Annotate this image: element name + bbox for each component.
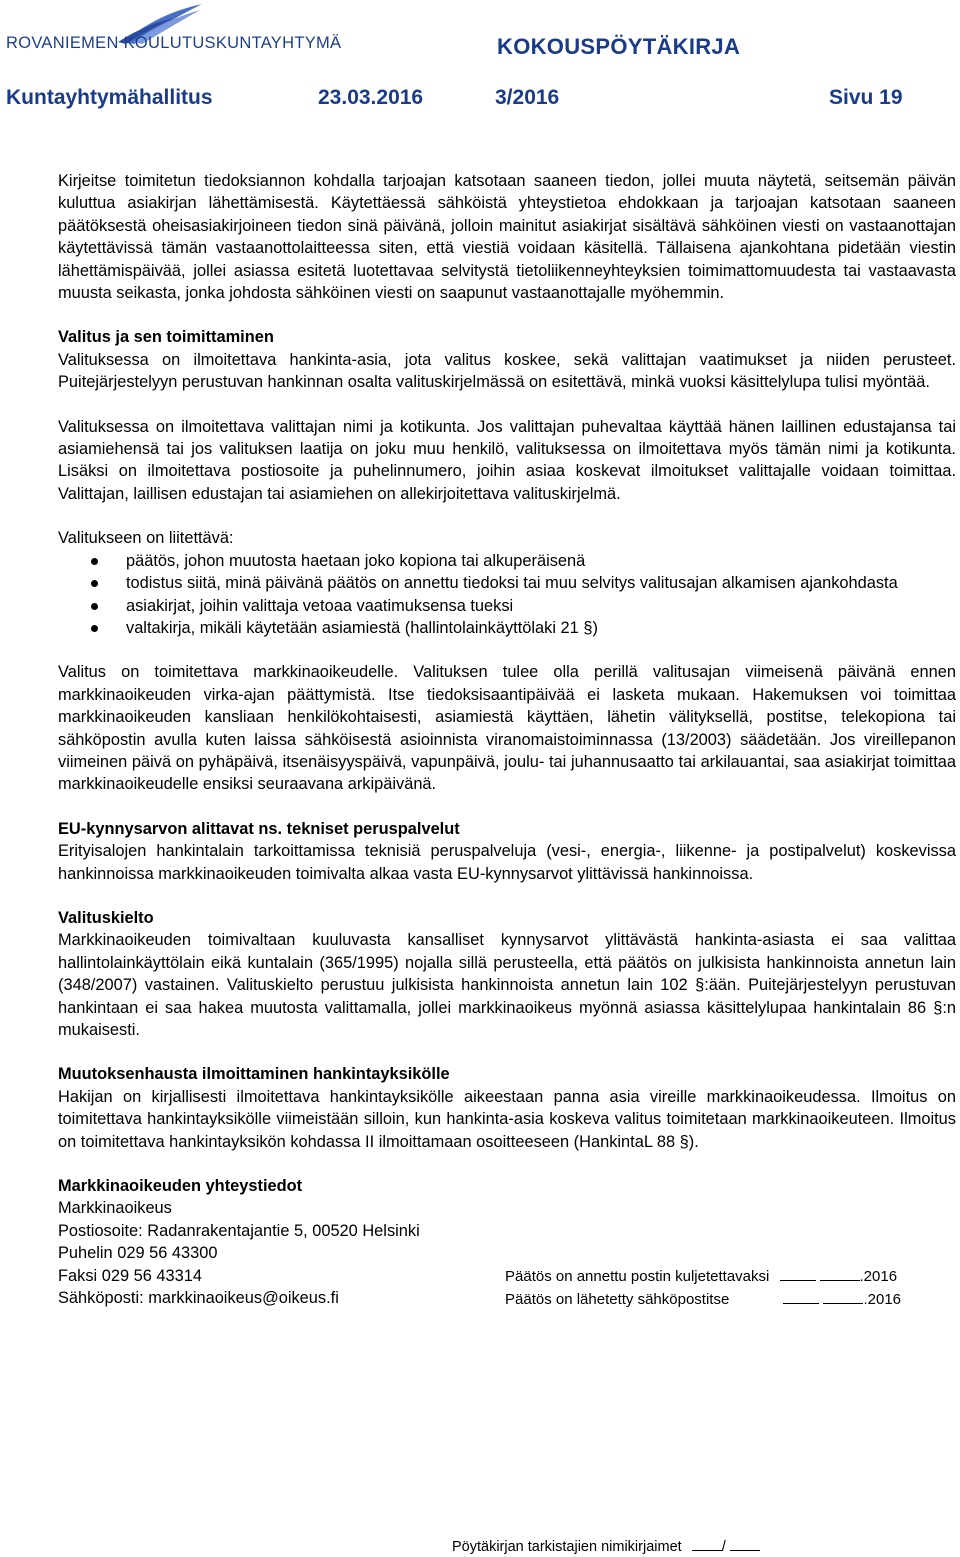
initials-blank-1: [692, 1536, 722, 1551]
heading-eu-kynnysarvo: EU-kynnysarvon alittavat ns. tekniset peruspalvelut: [58, 819, 460, 838]
meeting-date: 23.03.2016: [318, 86, 424, 109]
contact-fax: Faksi 029 56 43314: [58, 1266, 202, 1285]
paragraph-muutoksenhaku: Hakijan on kirjallisesti ilmoitettava hankintayksikölle aikeestaan panna asia vireille markkinaoikeudessa. Ilmoitus on toimitettava hankintayksikölle viimeistään silloin, kun hankinta-asia koskeva valitus toimitetaan markkinaoikeuteen. Ilmoitus on toimitettava hankintayksikön kohdassa II ilmoittamaan osoitteeseen (HankintaL 88 §).: [58, 1087, 956, 1151]
logo-text: ROVANIEMEN KOULUTUSKUNTAYHTYMÄ: [6, 34, 342, 52]
signature-initials: Pöytäkirjan tarkistajien nimikirjaimet /: [452, 1536, 760, 1555]
month-blank: [823, 1289, 863, 1304]
year-text: .2016: [859, 1268, 898, 1286]
initials-blank-2: [730, 1536, 760, 1551]
meeting-number: 3/2016: [495, 86, 560, 109]
paragraph-eu-kynnysarvo: Erityisalojen hankintalain tarkoittamissa teknisiä peruspalveluja (vesi-, energia-, liikenne- ja postipalvelut) koskevissa hankinnoissa markkinaoikeuden toimivalta alkaa vasta EU-kynnysarvot ylittävissä hankinnoissa.: [58, 842, 956, 883]
year-text: .2016: [863, 1291, 902, 1309]
day-blank: [780, 1266, 816, 1281]
day-blank: [783, 1289, 819, 1304]
notice-postal: Päätös on annettu postin kuljetettavaksi .2016: [505, 1268, 898, 1286]
paragraph-valitus-sisalto: Valituksessa on ilmoitettava hankinta-asia, jota valitus koskee, sekä valittajan vaatimukset ja niiden perusteet. Puitejärjestelyyn perustuvan hankinnan osalta valituskirjelmässä on esitettävä, minkä vuoksi käsittelylupa tulisi myöntää.: [58, 350, 956, 392]
contact-address: Postiosoite: Radanrakentajantie 5, 00520 Helsinki: [58, 1221, 420, 1240]
heading-valituskielto: Valituskielto: [58, 908, 154, 927]
paragraph-valittajan-tiedot: Valituksessa on ilmoitettava valittajan nimi ja kotikunta. Jos valittajan puhevaltaa käyttää hänen laillinen edustajansa tai asiamiehensä tai jos valituksen laatija on joku muu henkilö, valituksessa on ilmoitettava myös tämän nimi ja kotikunta. Lisäksi on ilmoitettava postiosoite ja puhelinnumero, joihin asiaa koskevat ilmoitukset valittajalle voidaan toimittaa. Valittajan, laillisen edustajan tai asiamiehen on allekirjoitettava valituskirjelmä.: [58, 417, 956, 503]
bullet-icon: [91, 580, 98, 587]
contact-name: Markkinaoikeus: [58, 1199, 172, 1218]
bullet-icon: [91, 603, 98, 610]
list-item: valtakirja, mikäli käytetään asiamiestä (hallintolainkäyttölaki 21 §): [58, 617, 956, 639]
bullet-icon: [91, 625, 98, 632]
list-item: asiakirjat, joihin valittaja vetoaa vaatimuksensa tueksi: [58, 595, 956, 617]
list-item: päätös, johon muutosta haetaan joko kopiona tai alkuperäisenä: [58, 550, 956, 572]
month-blank: [820, 1266, 860, 1281]
organ-name: Kuntayhtymähallitus: [6, 86, 213, 109]
contact-phone: Puhelin 029 56 43300: [58, 1244, 218, 1263]
contact-email: Sähköposti: markkinaoikeus@oikeus.fi: [58, 1289, 339, 1307]
paragraph-tiedoksianto: Kirjeitse toimitetun tiedoksiannon kohdalla tarjoajan katsotaan saaneen tiedon, jollei muuta näytetä, seitsemän päivän kuluttua asiakirjan lähettämisestä. Käytettäessä sähköistä yhteystietoa ehdokkaan ja tarjoajan katsotaan saaneen päätöksestä oheisasiakirjoineen tiedon sinä päivänä, jolloin mainitut asiakirjat sisältävä sähköinen viesti on vastaanottajan käytettävissä tämän vastaanottolaitteessa siten, että viestiä voidaan käsitellä. Tällaisena ajankohtana pidetään viestin lähettämispäivää, jollei asiassa esitetä luotettavaa selvitystä tietoliikenneyhteyksien toimimattomuudesta tai vastaavasta muusta seikasta, jonka johdosta sähköinen viesti on saapunut vastaanottajalle myöhemmin.: [58, 172, 956, 303]
heading-yhteystiedot: Markkinaoikeuden yhteystiedot: [58, 1177, 303, 1196]
list-item: todistus siitä, minä päivänä päätös on annettu tiedoksi tai muu selvitys valitusajan alkamisen ajankohdasta: [58, 572, 956, 594]
document-type: KOKOUSPÖYTÄKIRJA: [497, 34, 741, 59]
paragraph-valituskielto: Markkinaoikeuden toimivaltaan kuuluvasta kansalliset kynnysarvot ylittävästä hankinta-asiasta ei saa valittaa hallintolainkäyttölain eikä kuntalain (365/1995) nojalla sillä perusteella, että päätös on julkisista hankinnoista annetun lain (348/2007) vastainen. Valituskielto perustuu julkisista hankinnoista annetun lain 102 §:ään. Puitejärjestelyyn perustuvan hankintaan ei saa hakea muutosta valittamalla, jollei markkinaoikeus myönnä asiassa käsittelylupaa hankintalain 86 §:n mukaisesti.: [58, 931, 956, 1039]
heading-valitus: Valitus ja sen toimittaminen: [58, 328, 274, 347]
swoosh-logo-icon: [6, 2, 356, 64]
paragraph-toimittaminen: Valitus on toimitettava markkinaoikeudelle. Valituksen tulee olla perillä valitusajan viimeisenä päivänä ennen markkinaoikeuden virka-ajan päättymistä. Itse tiedoksisaantipäivää ei lasketa mukaan. Hakemuksen voi toimittaa markkinaoikeuden kansliaan henkilökohtaisesti, asiamiestä käyttäen, lähetin välityksellä, postitse, telekopiona tai sähköpostin avulla kuten laissa sähköisestä asioinnista viranomaistoiminnassa (13/2003) säädetään. Jos vireillepanon viimeinen päivä on pyhäpäivä, itsenäisyyspäivä, vapunpäivä, joulu- tai juhannusaatto tai arkilauantai, saa asiakirjat toimittaa markkinaoikeudelle ensiksi seuraavana arkipäivänä.: [58, 663, 956, 794]
page-number: Sivu 19: [829, 86, 903, 109]
attachments-intro: Valitukseen on liitettävä:: [58, 529, 234, 548]
contact-block: [58, 1197, 956, 1309]
attachments-list: [58, 550, 956, 640]
document-body: [58, 170, 956, 1309]
heading-muutoksenhaku: Muutoksenhausta ilmoittaminen hankintayksikölle: [58, 1065, 450, 1084]
bullet-icon: [91, 558, 98, 565]
org-logo: [6, 2, 356, 64]
notice-email: Päätös on lähetetty sähköpostitse .2016: [505, 1291, 902, 1309]
